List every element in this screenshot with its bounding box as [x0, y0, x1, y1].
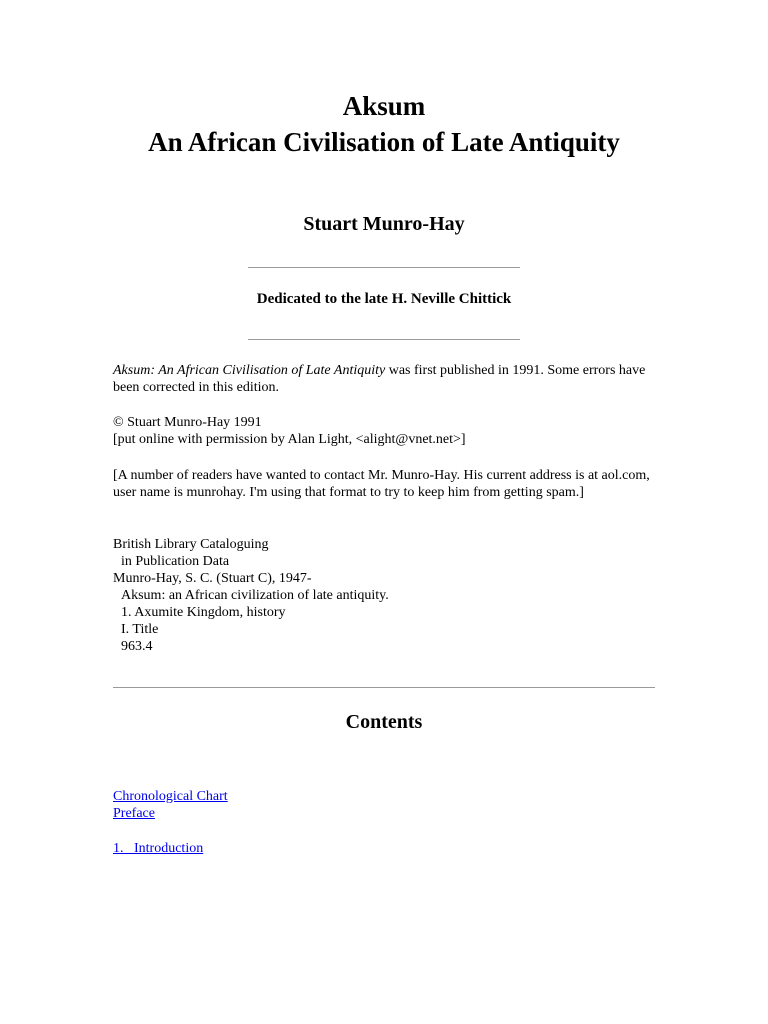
- toc-link-chronological-chart[interactable]: Chronological Chart: [113, 789, 228, 804]
- cataloguing-line-5: 1. Axumite Kingdom, history: [121, 605, 286, 620]
- toc-gap: [113, 822, 228, 840]
- cataloguing-line-2: in Publication Data: [121, 554, 230, 569]
- divider-bottom: [113, 687, 655, 688]
- cataloguing-line-4: Aksum: an African civilization of late antiquity.: [121, 588, 389, 603]
- cataloguing-block: [113, 536, 658, 655]
- contact-note-text: [A number of readers have wanted to contact Mr. Munro-Hay. His current address is at aol.com, user name is munrohay. I'm using that format to try to keep him from getting spam.]: [113, 468, 650, 500]
- copyright-line: © Stuart Munro-Hay 1991: [113, 415, 262, 430]
- table-of-contents: [113, 788, 228, 857]
- cataloguing-line-3: Munro-Hay, S. C. (Stuart C), 1947-: [113, 571, 312, 586]
- toc-link-introduction[interactable]: 1. Introduction: [113, 841, 204, 856]
- divider-middle: [248, 339, 520, 340]
- title-line-1: Aksum: [342, 91, 426, 121]
- publication-note: [113, 362, 658, 396]
- dedication: Dedicated to the late H. Neville Chittick: [256, 291, 512, 307]
- publication-note-title: Aksum: An African Civilisation of Late Antiquity: [113, 363, 386, 378]
- cataloguing-line-1: British Library Cataloguing: [113, 537, 269, 552]
- title-line-2: An African Civilisation of Late Antiquity: [148, 127, 620, 157]
- book-title: [0, 88, 768, 160]
- copyright-block: [113, 414, 658, 448]
- author-name: Stuart Munro-Hay: [303, 213, 465, 235]
- contents-heading: Contents: [345, 711, 423, 733]
- permission-line: [put online with permission by Alan Light, <alight@vnet.net>]: [113, 432, 466, 447]
- publication-note-text: was first published in 1991. Some errors have been corrected in this edition.: [113, 363, 646, 395]
- contact-note: [113, 467, 658, 501]
- divider-top: [248, 267, 520, 268]
- cataloguing-line-7: 963.4: [121, 639, 153, 654]
- cataloguing-line-6: I. Title: [121, 622, 159, 637]
- toc-link-preface[interactable]: Preface: [113, 806, 155, 821]
